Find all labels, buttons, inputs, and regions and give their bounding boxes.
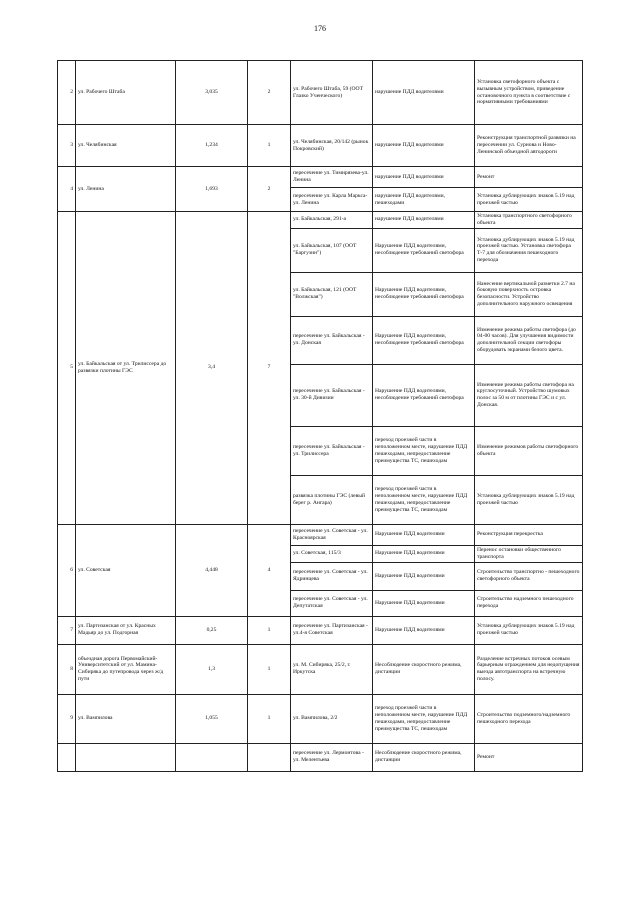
table-row bbox=[58, 212, 583, 229]
measures-cell: Строительство надземного пешеходного перехода bbox=[475, 590, 583, 616]
row-number-cell: 6 bbox=[58, 524, 76, 616]
length-cell bbox=[176, 743, 248, 771]
street-cell: ул. Ленина bbox=[76, 167, 176, 212]
location-cell: ул. Челябинская, 20/142 (рынок Покровский) bbox=[291, 125, 373, 167]
count-cell: 2 bbox=[248, 61, 291, 125]
count-cell: 1 bbox=[248, 125, 291, 167]
location-cell: пересечение ул. Байкальская - ул. 30-й Дивизии bbox=[291, 364, 373, 426]
violation-cell: переход проезжей части в неположенном месте, нарушение ПДД пешеходами, непредоставление преимущества ТС, пешеходам bbox=[373, 475, 475, 524]
row-number-cell: 2 bbox=[58, 61, 76, 125]
length-cell: 4,448 bbox=[176, 524, 248, 616]
count-cell: 2 bbox=[248, 167, 291, 212]
length-cell: 3,035 bbox=[176, 61, 248, 125]
table-row bbox=[58, 524, 583, 545]
measures-cell: Строительство подземного/надземного пешеходного перехода bbox=[475, 694, 583, 743]
location-cell: ул. Байкальская, 291-а bbox=[291, 212, 373, 229]
violation-cell: Нарушение ПДД водителями bbox=[373, 616, 475, 644]
measures-cell: Установка транспортного светофорного объекта bbox=[475, 212, 583, 229]
count-cell: 7 bbox=[248, 212, 291, 525]
location-cell: пересечение ул. Лермонтова - ул. Мелентьева bbox=[291, 743, 373, 771]
table-row bbox=[58, 167, 583, 188]
measures-cell: Установка светофорного объекта с вызывным устройством, приведение остановочного пункта в соответствие с нормативными требованиями bbox=[475, 61, 583, 125]
violation-cell: переход проезжей части в неположенном месте, нарушение ПДД пешеходами, непредоставление преимущества ТС, пешеходам bbox=[373, 694, 475, 743]
measures-cell: Нанесение вертикальной разметки 2.7 на боковую поверхность островка безопасности. Устройство дополнительного наружного освещения bbox=[475, 272, 583, 316]
location-cell: пересечение ул. Байкальская - ул. Донская bbox=[291, 316, 373, 364]
measures-cell: Реконструкция транспортной развязки на пересечении ул. Сурнова и Ново-Ленинской объездной автодороги bbox=[475, 125, 583, 167]
row-number-cell: 3 bbox=[58, 125, 76, 167]
violation-cell: Несоблюдение скоростного режима, дистанции bbox=[373, 743, 475, 771]
street-cell: объездная дорога Первомайский-Университетский от ул. Мамина-Сибиряка до путепровода через ж/д пути bbox=[76, 644, 176, 694]
length-cell: 1,234 bbox=[176, 125, 248, 167]
measures-cell: Перенос остановки общественного транспорта bbox=[475, 545, 583, 562]
measures-cell: Изменение режима работы светофора (до 04-00 часов). Для улучшения видимости дополнительной секции светофоры оборудовать экранами белого цвета. bbox=[475, 316, 583, 364]
location-cell: пересечение ул. Партизанская - ул.4-я Советская bbox=[291, 616, 373, 644]
street-cell: ул. Байкальская от ул. Трилиссера до развязки плотины ГЭС bbox=[76, 212, 176, 525]
location-cell: ул. Вампилова, 2/2 bbox=[291, 694, 373, 743]
row-number-cell: 8 bbox=[58, 644, 76, 694]
length-cell: 0,25 bbox=[176, 616, 248, 644]
length-cell: 3,4 bbox=[176, 212, 248, 525]
length-cell: 1,055 bbox=[176, 694, 248, 743]
violation-cell: нарушение ПДД водителями, пешеходами bbox=[373, 188, 475, 212]
location-cell: развязка плотины ГЭС (левый берег р. Ангара) bbox=[291, 475, 373, 524]
street-cell: ул. Советская bbox=[76, 524, 176, 616]
violation-cell: Нарушение ПДД водителями, несоблюдение требований светофора bbox=[373, 364, 475, 426]
measures-cell: Разделение встречных потоков осевым барьерным ограждением для недопущения выезда автотранспорта на встречную полосу. bbox=[475, 644, 583, 694]
location-cell: ул. Советская, 115/3 bbox=[291, 545, 373, 562]
measures-cell: Реконструкция перекрестка bbox=[475, 524, 583, 545]
table-body bbox=[58, 61, 583, 772]
location-cell: пересечение ул. Советская - ул. Депутатская bbox=[291, 590, 373, 616]
violation-cell: Нарушение ПДД водителями bbox=[373, 545, 475, 562]
count-cell: 1 bbox=[248, 616, 291, 644]
measures-cell: Установка дублирующих знаков 5.19 над проезжей частью bbox=[475, 188, 583, 212]
measures-cell: Изменение режимов работы светофорного объекта bbox=[475, 426, 583, 475]
table-row bbox=[58, 61, 583, 125]
violation-cell: Нарушение ПДД водителями, несоблюдение требований светофора bbox=[373, 228, 475, 272]
location-cell: пересечение ул. Советская - ул. Красноярская bbox=[291, 524, 373, 545]
violation-cell: Нарушение ПДД водителями, несоблюдение требований светофора bbox=[373, 272, 475, 316]
violation-cell: Несоблюдение скоростного режима, дистанции bbox=[373, 644, 475, 694]
location-cell: ул. М. Сибиряка, 25/2, г. Иркутска bbox=[291, 644, 373, 694]
accident-locations-table bbox=[57, 60, 583, 772]
violation-cell: нарушение ПДД водителями bbox=[373, 125, 475, 167]
violation-cell: Нарушение ПДД водителями, несоблюдение требований светофора bbox=[373, 316, 475, 364]
location-cell: пересечение ул. Карла Маркса-ул. Ленина bbox=[291, 188, 373, 212]
count-cell: 1 bbox=[248, 694, 291, 743]
page-number: 176 bbox=[314, 24, 326, 33]
measures-cell: Строительство транспортно - пешеходного светофорного объекта bbox=[475, 562, 583, 590]
measures-cell: Установка дублирующих знаков 5.19 над проезжей частью bbox=[475, 616, 583, 644]
violation-cell: нарушение ПДД водителями bbox=[373, 61, 475, 125]
violation-cell: переход проезжей части в неположенном месте, нарушение ПДД пешеходами, непредоставление преимущества ТС, пешеходам bbox=[373, 426, 475, 475]
length-cell: 1,3 bbox=[176, 644, 248, 694]
location-cell: пересечение ул. Советская - ул. Ядринцева bbox=[291, 562, 373, 590]
measures-cell: Установка дублирующих знаков 5.19 над проезжей частью bbox=[475, 475, 583, 524]
table-row bbox=[58, 616, 583, 644]
table-row bbox=[58, 125, 583, 167]
location-cell: ул. Байкальская, 121 (ООТ "Волжская") bbox=[291, 272, 373, 316]
measures-cell: Установка дублирующих знаков 5.19 над проезжей частью. Установка светофора Т-7 для обозначения пешеходного перехода bbox=[475, 228, 583, 272]
count-cell bbox=[248, 743, 291, 771]
measures-cell: Ремонт bbox=[475, 167, 583, 188]
street-cell: ул. Челябинская bbox=[76, 125, 176, 167]
violation-cell: нарушение ПДД водителями bbox=[373, 167, 475, 188]
row-number-cell: 5 bbox=[58, 212, 76, 525]
table-row bbox=[58, 694, 583, 743]
measures-cell: Изменение режима работы светофора на круглосуточный. Устройство шумовых полос за 50 м от плотины ГЭС и с ул. Донская. bbox=[475, 364, 583, 426]
violation-cell: Нарушение ПДД водителями bbox=[373, 562, 475, 590]
row-number-cell: 7 bbox=[58, 616, 76, 644]
row-number-cell: 4 bbox=[58, 167, 76, 212]
location-cell: ул. Байкальская, 107 (ООТ "Баргузин") bbox=[291, 228, 373, 272]
count-cell: 4 bbox=[248, 524, 291, 616]
table-row bbox=[58, 644, 583, 694]
street-cell: ул. Партизанская от ул. Красных Мадьяр до ул. Подгорная bbox=[76, 616, 176, 644]
length-cell: 1,693 bbox=[176, 167, 248, 212]
violation-cell: Нарушение ПДД водителями bbox=[373, 524, 475, 545]
location-cell: пересечение ул. Байкальская - ул. Трилиссера bbox=[291, 426, 373, 475]
street-cell: ул. Вампилова bbox=[76, 694, 176, 743]
measures-cell: Ремонт bbox=[475, 743, 583, 771]
location-cell: пересечение ул. Тимирязева-ул. Ленина bbox=[291, 167, 373, 188]
street-cell bbox=[76, 743, 176, 771]
location-cell: ул. Рабочего Штаба, 59 (ООТ Глазко Ученческого) bbox=[291, 61, 373, 125]
street-cell: ул. Рабочего Штаба bbox=[76, 61, 176, 125]
row-number-cell: 9 bbox=[58, 694, 76, 743]
table-row bbox=[58, 743, 583, 771]
violation-cell: нарушение ПДД водителями bbox=[373, 212, 475, 229]
count-cell: 1 bbox=[248, 644, 291, 694]
row-number-cell bbox=[58, 743, 76, 771]
violation-cell: Нарушение ПДД водителями bbox=[373, 590, 475, 616]
